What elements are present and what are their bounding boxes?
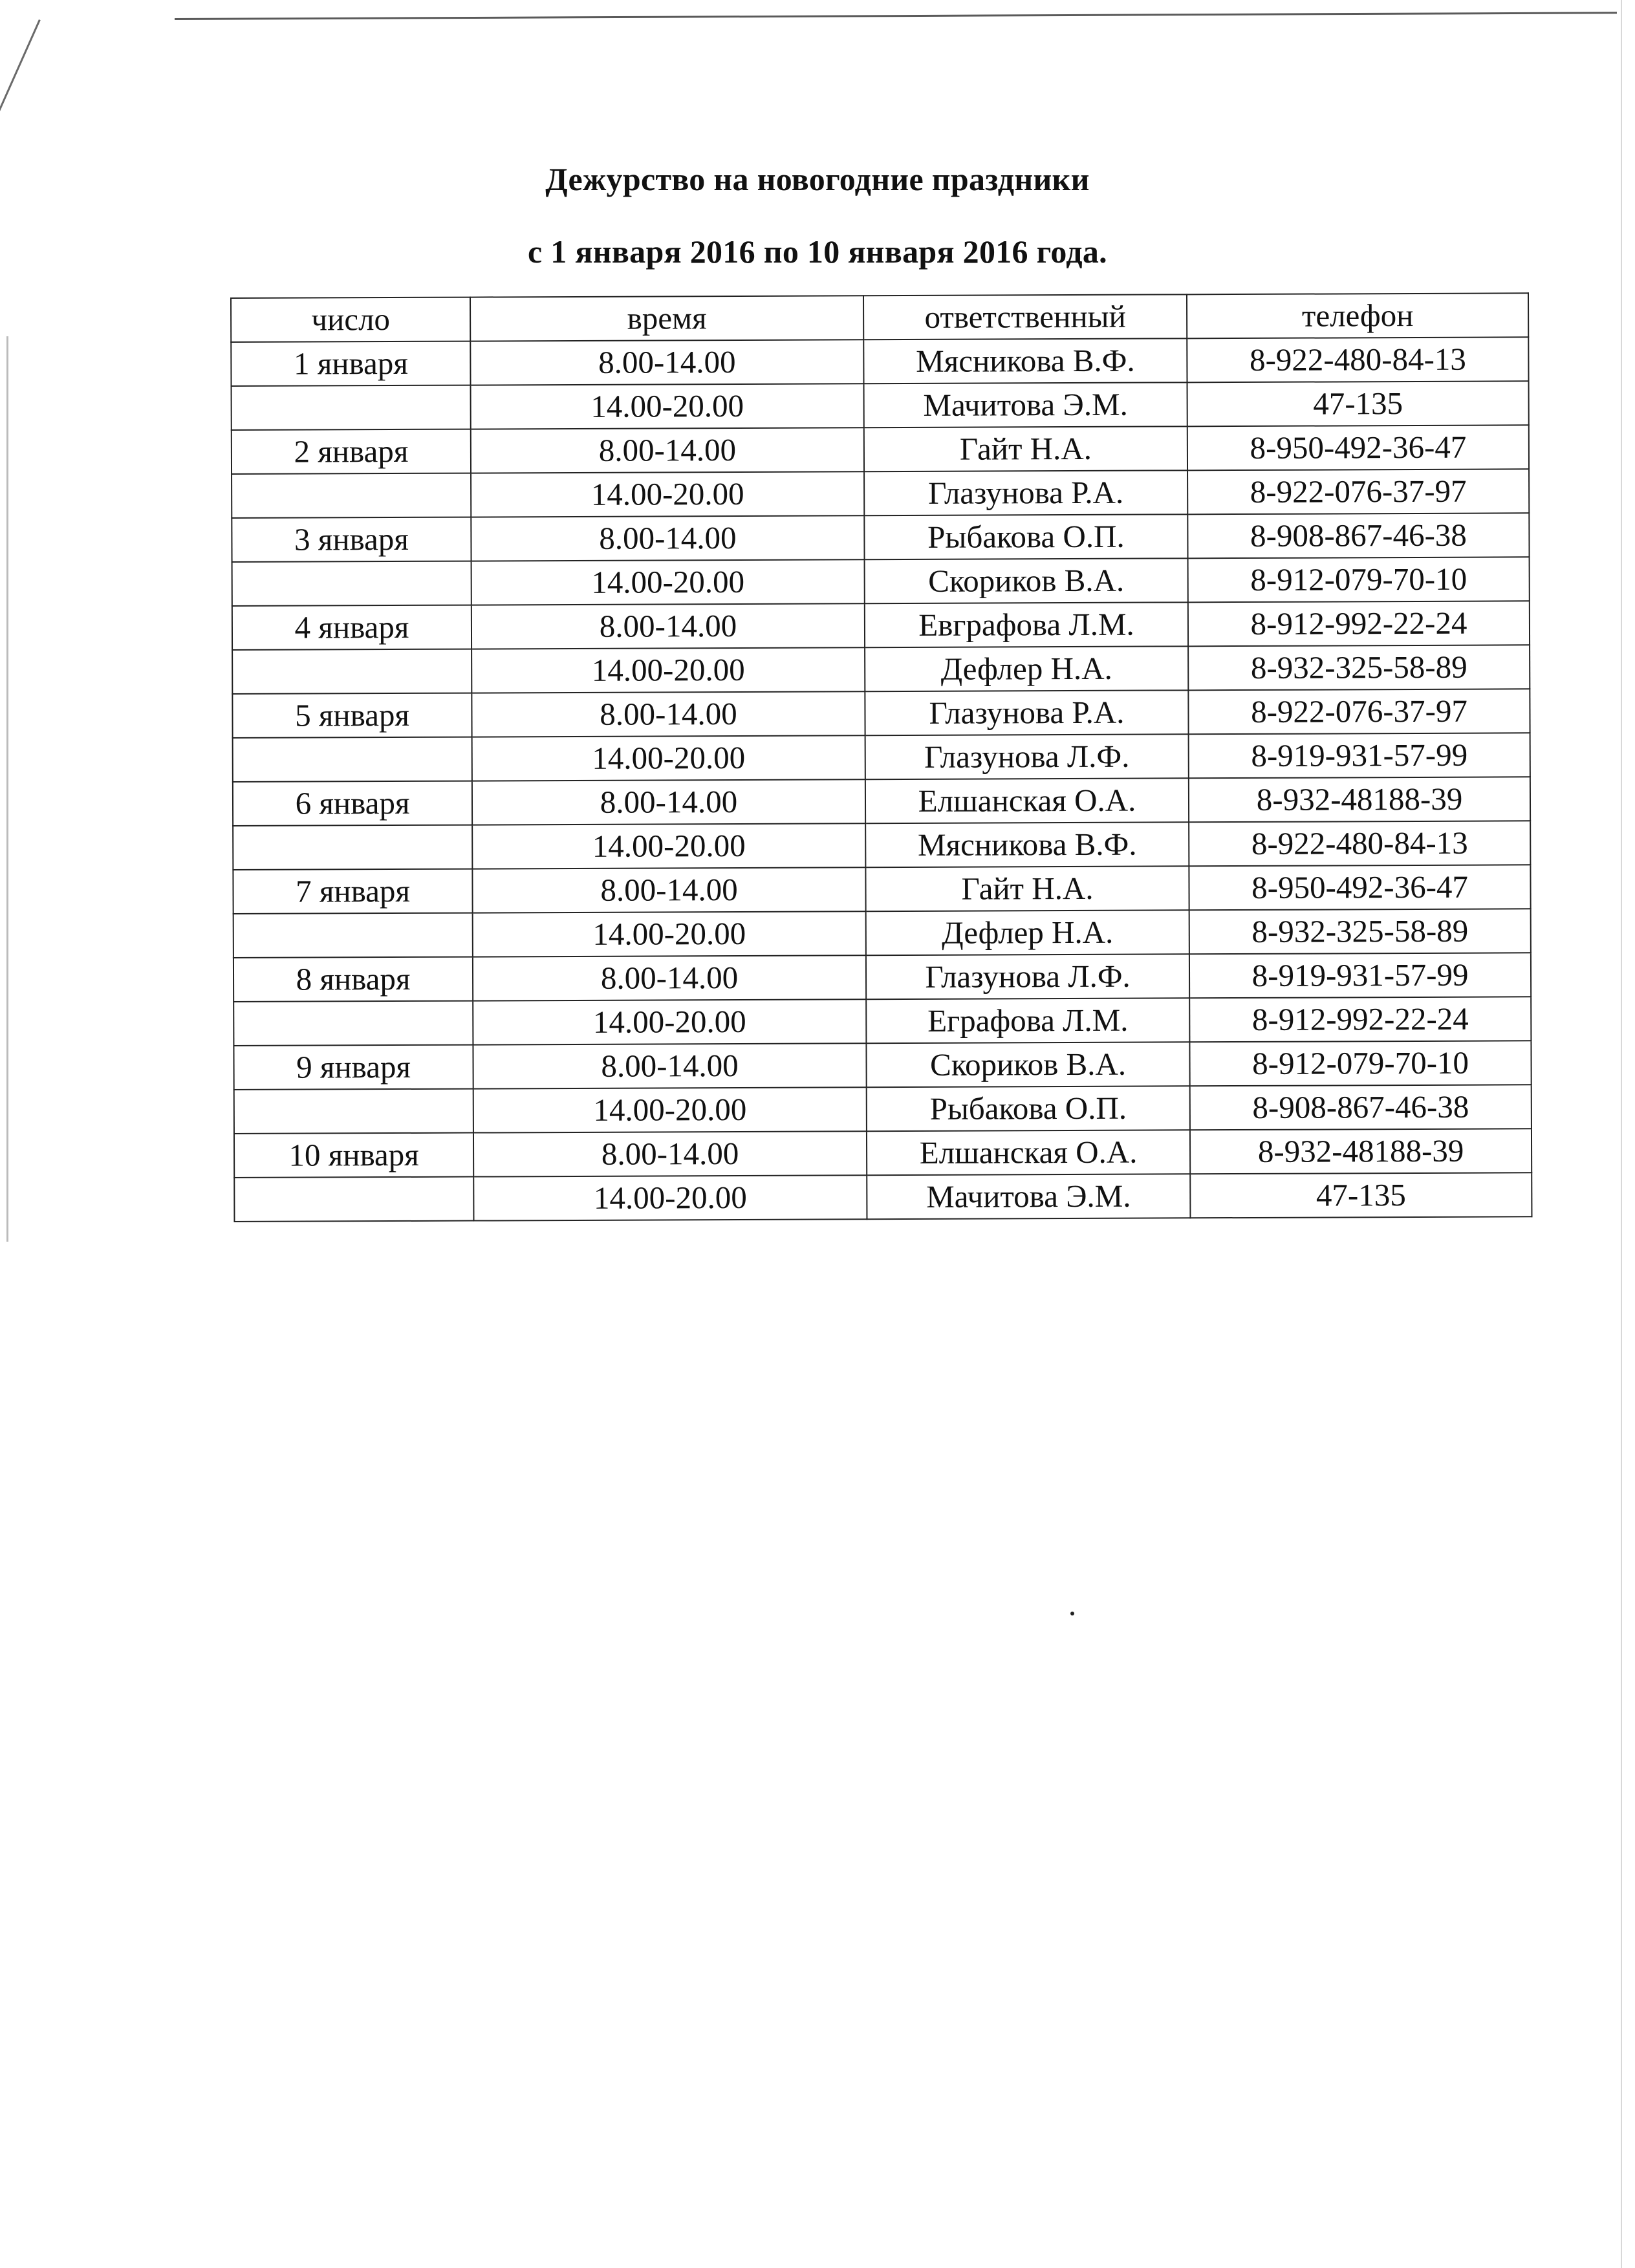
cell-phone: 8-912-079-70-10 [1190,1041,1532,1086]
cell-responsible: Дефлер Н.А. [866,910,1189,955]
cell-time: 14.00-20.00 [473,999,866,1044]
scan-speck [1070,1612,1074,1615]
cell-phone: 8-908-867-46-38 [1187,513,1529,558]
cell-date: 1 января [231,341,470,386]
cell-phone: 8-932-48188-39 [1189,777,1530,822]
table-row [233,733,1530,782]
cell-phone: 8-912-992-22-24 [1188,601,1530,646]
cell-phone: 8-932-325-58-89 [1189,909,1531,954]
cell-date: 5 января [232,693,471,738]
table-row [232,469,1529,518]
cell-date [234,1089,473,1134]
cell-date: 6 января [233,781,472,826]
table-row [234,1129,1532,1178]
scan-edge-top [175,12,1617,20]
cell-phone: 8-908-867-46-38 [1190,1085,1532,1130]
header-date: число [231,297,470,342]
cell-phone: 47-135 [1187,381,1529,426]
table-row [233,909,1531,958]
cell-date [232,649,471,694]
cell-time: 8.00-14.00 [472,779,865,825]
cell-responsible: Глазунова Л.Ф. [866,954,1189,999]
table-row [232,381,1529,430]
table-row [234,1085,1532,1134]
cell-phone: 8-912-079-70-10 [1188,557,1530,602]
table-row [233,777,1530,826]
cell-phone: 8-922-076-37-97 [1188,689,1530,734]
cell-time: 14.00-20.00 [473,911,866,956]
cell-responsible: Дефлер Н.А. [865,646,1188,691]
header-responsible: ответственный [863,294,1187,340]
table-row [232,601,1530,650]
table-row [233,821,1530,870]
cell-date [234,1177,473,1222]
cell-phone: 8-919-931-57-99 [1189,953,1531,998]
cell-responsible: Мясникова В.Ф. [863,338,1187,383]
cell-time: 8.00-14.00 [473,1131,867,1176]
cell-date [232,561,471,606]
cell-time: 8.00-14.00 [473,1043,867,1088]
cell-phone: 8-919-931-57-99 [1189,733,1530,778]
cell-date: 9 января [233,1045,473,1090]
table-row [233,997,1531,1046]
cell-time: 14.00-20.00 [473,1087,867,1132]
table-row [231,337,1528,386]
cell-phone: 8-950-492-36-47 [1187,425,1529,470]
cell-phone: 47-135 [1190,1172,1532,1218]
cell-phone: 8-912-992-22-24 [1189,997,1531,1042]
cell-time: 8.00-14.00 [471,515,864,561]
cell-date: 3 января [232,517,471,562]
cell-date [232,473,471,518]
cell-time: 8.00-14.00 [471,691,865,737]
cell-phone: 8-932-48188-39 [1190,1129,1532,1174]
cell-time: 8.00-14.00 [470,340,863,385]
cell-time: 14.00-20.00 [472,823,865,869]
cell-responsible: Скориков В.А. [865,558,1188,603]
cell-responsible: Рыбакова О.П. [867,1086,1190,1131]
scan-edge-right [1621,0,1622,2268]
cell-time: 14.00-20.00 [473,1175,867,1220]
cell-time: 14.00-20.00 [471,647,865,693]
cell-responsible: Мясникова В.Ф. [865,822,1189,867]
cell-responsible: Елшанская О.А. [865,778,1189,823]
cell-date [232,385,471,430]
cell-date [233,913,473,958]
cell-responsible: Скориков В.А. [866,1042,1189,1087]
cell-time: 8.00-14.00 [473,955,866,1000]
cell-responsible: Мачитова Э.М. [863,382,1187,427]
table-row [234,1172,1532,1222]
table-row [232,645,1530,694]
cell-time: 8.00-14.00 [471,603,865,649]
cell-time: 14.00-20.00 [471,471,864,517]
table-body [231,337,1532,1222]
cell-date: 4 января [232,605,471,650]
cell-phone: 8-950-492-36-47 [1189,865,1531,910]
table-row [233,865,1530,914]
cell-date [233,737,472,782]
table-header-row [231,293,1528,342]
table-row [233,953,1531,1002]
document-title: Дежурство на новогодние праздники [545,161,1090,197]
cell-responsible: Гайт Н.А. [865,866,1189,911]
cell-time: 8.00-14.00 [471,427,864,473]
cell-responsible: Мачитова Э.М. [867,1174,1190,1219]
table-row [232,557,1530,606]
cell-date [233,825,472,870]
table-row [232,689,1530,738]
cell-date: 8 января [233,957,473,1002]
header-phone: телефон [1187,293,1528,338]
table-row [232,513,1529,562]
cell-responsible: Глазунова Р.А. [864,470,1187,515]
table-row [232,425,1529,474]
cell-time: 14.00-20.00 [471,559,865,605]
cell-phone: 8-922-076-37-97 [1187,469,1529,514]
cell-responsible: Евграфова Л.М. [865,602,1188,647]
cell-date: 10 января [234,1133,473,1178]
scan-edge-left [6,336,8,1242]
document-subtitle: с 1 января 2016 по 10 января 2016 года. [528,233,1107,270]
cell-phone: 8-932-325-58-89 [1188,645,1530,690]
header-time: время [470,296,863,341]
cell-responsible: Рыбакова О.П. [864,514,1187,559]
table-row [233,1041,1531,1090]
cell-responsible: Глазунова Р.А. [865,690,1188,735]
cell-time: 14.00-20.00 [472,735,865,781]
cell-responsible: Глазунова Л.Ф. [865,734,1189,779]
cell-responsible: Еграфова Л.М. [866,998,1189,1043]
cell-time: 14.00-20.00 [471,383,864,429]
cell-responsible: Гайт Н.А. [864,426,1187,471]
cell-date: 2 января [232,429,471,474]
cell-date [233,1001,473,1046]
cell-phone: 8-922-480-84-13 [1187,337,1528,382]
cell-time: 8.00-14.00 [473,867,866,913]
cell-responsible: Елшанская О.А. [867,1130,1190,1175]
duty-schedule-table [230,292,1532,1222]
cell-phone: 8-922-480-84-13 [1189,821,1530,866]
cell-date: 7 января [233,869,472,914]
